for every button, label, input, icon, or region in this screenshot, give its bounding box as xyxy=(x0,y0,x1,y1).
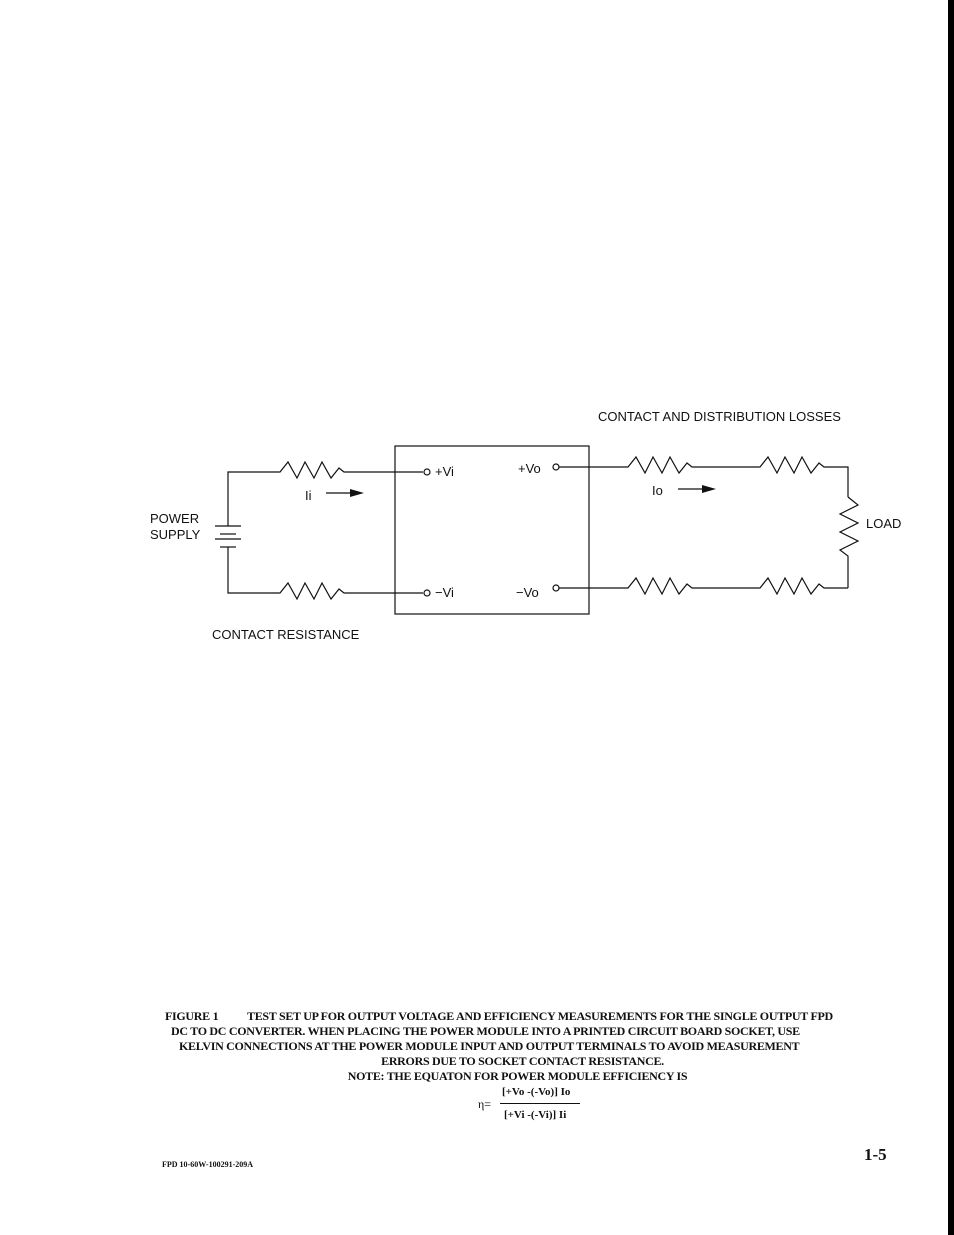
output-current-label: Io xyxy=(652,483,663,498)
input-bottom-wire xyxy=(228,547,423,599)
page-number: 1-5 xyxy=(864,1145,887,1164)
caption-line-4: ERRORS DUE TO SOCKET CONTACT RESISTANCE. xyxy=(381,1054,664,1068)
equation-numerator: [+Vo -(-Vo)] Io xyxy=(502,1086,571,1098)
plus-vi-label: +Vi xyxy=(435,464,454,479)
input-current-arrow-icon xyxy=(326,489,364,497)
caption-line-5: NOTE: THE EQUATON FOR POWER MODULE EFFICIENCY IS xyxy=(347,1069,688,1083)
battery-icon xyxy=(215,526,241,547)
equation-denominator: [+Vi -(-Vi)] Ii xyxy=(504,1109,567,1121)
plus-vo-label: +Vo xyxy=(518,461,541,476)
contact-resistance-label: CONTACT RESISTANCE xyxy=(212,627,360,642)
minus-vo-terminal xyxy=(553,585,559,591)
load-resistor xyxy=(840,497,858,588)
fraction-bar xyxy=(500,1103,580,1104)
minus-vo-label: −Vo xyxy=(516,585,539,600)
minus-vi-terminal xyxy=(424,590,430,596)
power-supply-label-line2: SUPPLY xyxy=(150,527,201,542)
output-current-arrow-icon xyxy=(678,485,716,493)
figure-caption xyxy=(165,1009,900,1084)
caption-line-2: DC TO DC CONVERTER. WHEN PLACING THE POWER MODULE INTO A PRINTED CIRCUIT BOARD SOCKET, USE xyxy=(171,1024,800,1038)
minus-vi-label: −Vi xyxy=(435,585,454,600)
eta-symbol: η= xyxy=(478,1097,492,1111)
output-bottom-wire xyxy=(559,578,848,594)
caption-line-1: TEST SET UP FOR OUTPUT VOLTAGE AND EFFICIENCY MEASUREMENTS FOR THE SINGLE OUTPUT FPD xyxy=(247,1009,833,1023)
figure-number: FIGURE 1 xyxy=(165,1009,219,1023)
input-current-label: Ii xyxy=(305,488,312,503)
load-label: LOAD xyxy=(866,516,902,531)
document-code: FPD 10-60W-100291-209A xyxy=(162,1160,254,1169)
plus-vo-terminal xyxy=(553,464,559,470)
distribution-losses-label: CONTACT AND DISTRIBUTION LOSSES xyxy=(598,409,841,424)
caption-line-3: KELVIN CONNECTIONS AT THE POWER MODULE INPUT AND OUTPUT TERMINALS TO AVOID MEASUREMENT xyxy=(179,1039,800,1053)
input-top-wire xyxy=(228,462,423,526)
plus-vi-terminal xyxy=(424,469,430,475)
power-supply-label-line1: POWER xyxy=(150,511,200,526)
